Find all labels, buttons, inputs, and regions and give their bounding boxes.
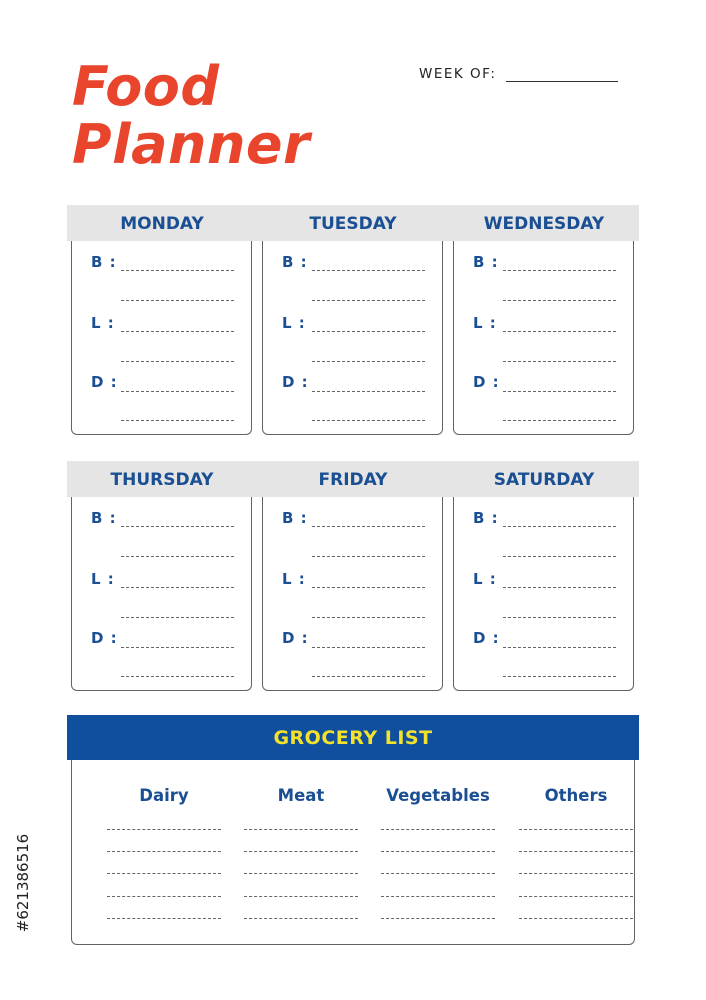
grocery-category: Others — [544, 786, 608, 805]
grocery-list — [67, 715, 639, 947]
meal-write-line[interactable] — [121, 556, 234, 557]
grocery-write-line[interactable] — [519, 829, 633, 830]
meal-write-line[interactable] — [503, 270, 616, 271]
title-line-planner: Planner — [72, 113, 311, 176]
meal-label: L : — [473, 314, 497, 332]
day-name: FRIDAY — [318, 470, 388, 490]
week-of-label: WEEK OF: — [419, 66, 497, 82]
grocery-write-line[interactable] — [107, 896, 221, 897]
meal-write-line[interactable] — [121, 300, 234, 301]
week-of-field — [419, 66, 618, 82]
day-card — [71, 241, 252, 435]
stock-id-watermark — [14, 765, 32, 1000]
meal-label: B : — [282, 253, 308, 271]
grocery-category: Dairy — [139, 786, 189, 805]
meal-write-line[interactable] — [503, 300, 616, 301]
grocery-write-line[interactable] — [519, 851, 633, 852]
grocery-list-title: GROCERY LIST — [67, 715, 639, 760]
meal-write-line[interactable] — [503, 617, 616, 618]
meal-write-line[interactable] — [312, 676, 425, 677]
meal-write-line[interactable] — [121, 361, 234, 362]
grocery-write-line[interactable] — [381, 851, 495, 852]
meal-write-line[interactable] — [312, 331, 425, 332]
meal-write-line[interactable] — [503, 391, 616, 392]
meal-write-line[interactable] — [312, 587, 425, 588]
meal-label: B : — [91, 509, 117, 527]
meal-write-line[interactable] — [503, 556, 616, 557]
grocery-write-line[interactable] — [381, 829, 495, 830]
meal-label: L : — [91, 570, 115, 588]
day-card — [262, 497, 443, 691]
meal-write-line[interactable] — [312, 556, 425, 557]
meal-label: L : — [91, 314, 115, 332]
meal-label: B : — [282, 509, 308, 527]
meal-write-line[interactable] — [312, 420, 425, 421]
meal-write-line[interactable] — [121, 587, 234, 588]
day-card — [453, 241, 634, 435]
grocery-list-card — [71, 760, 635, 945]
grocery-write-line[interactable] — [107, 851, 221, 852]
meal-label: D : — [91, 373, 118, 391]
meal-write-line[interactable] — [503, 676, 616, 677]
day-card — [71, 497, 252, 691]
grocery-write-line[interactable] — [381, 873, 495, 874]
grocery-write-line[interactable] — [244, 896, 358, 897]
meal-write-line[interactable] — [312, 526, 425, 527]
week-of-line[interactable] — [506, 69, 618, 82]
day-card — [262, 241, 443, 435]
grocery-write-line[interactable] — [107, 829, 221, 830]
day-name: MONDAY — [120, 214, 204, 234]
grocery-write-line[interactable] — [244, 851, 358, 852]
meal-write-line[interactable] — [121, 331, 234, 332]
day-name: SATURDAY — [493, 470, 595, 490]
day-name: WEDNESDAY — [483, 214, 605, 234]
meal-write-line[interactable] — [312, 300, 425, 301]
meal-write-line[interactable] — [503, 587, 616, 588]
stock-id-text: #621386516 — [14, 833, 32, 932]
grocery-write-line[interactable] — [244, 918, 358, 919]
meal-write-line[interactable] — [312, 617, 425, 618]
meal-write-line[interactable] — [312, 361, 425, 362]
meal-label: L : — [282, 314, 306, 332]
grocery-category: Vegetables — [386, 786, 490, 805]
grocery-write-line[interactable] — [381, 896, 495, 897]
meal-write-line[interactable] — [121, 270, 234, 271]
meal-label: L : — [473, 570, 497, 588]
grocery-category: Meat — [277, 786, 325, 805]
meal-write-line[interactable] — [503, 420, 616, 421]
meal-write-line[interactable] — [121, 391, 234, 392]
meal-label: L : — [282, 570, 306, 588]
meal-write-line[interactable] — [503, 526, 616, 527]
title-line-food: Food — [72, 55, 220, 118]
day-name: THURSDAY — [110, 470, 214, 490]
grocery-write-line[interactable] — [107, 873, 221, 874]
meal-write-line[interactable] — [503, 361, 616, 362]
meal-label: D : — [473, 629, 500, 647]
meal-label: B : — [473, 509, 499, 527]
meal-write-line[interactable] — [312, 647, 425, 648]
meal-write-line[interactable] — [121, 420, 234, 421]
grocery-write-line[interactable] — [519, 873, 633, 874]
grocery-write-line[interactable] — [519, 918, 633, 919]
meal-write-line[interactable] — [312, 391, 425, 392]
day-name: TUESDAY — [309, 214, 397, 234]
day-row-2 — [67, 461, 639, 694]
meal-write-line[interactable] — [121, 647, 234, 648]
meal-write-line[interactable] — [121, 526, 234, 527]
meal-label: D : — [91, 629, 118, 647]
grocery-write-line[interactable] — [244, 829, 358, 830]
meal-label: D : — [473, 373, 500, 391]
day-card — [453, 497, 634, 691]
grocery-write-line[interactable] — [519, 896, 633, 897]
grocery-write-line[interactable] — [107, 918, 221, 919]
meal-label: B : — [91, 253, 117, 271]
meal-label: B : — [473, 253, 499, 271]
grocery-write-line[interactable] — [244, 873, 358, 874]
meal-write-line[interactable] — [503, 331, 616, 332]
meal-label: D : — [282, 373, 309, 391]
meal-write-line[interactable] — [121, 617, 234, 618]
meal-write-line[interactable] — [312, 270, 425, 271]
page-title — [72, 55, 311, 176]
meal-write-line[interactable] — [121, 676, 234, 677]
grocery-write-line[interactable] — [381, 918, 495, 919]
day-row-1 — [67, 205, 639, 438]
meal-label: D : — [282, 629, 309, 647]
meal-write-line[interactable] — [503, 647, 616, 648]
